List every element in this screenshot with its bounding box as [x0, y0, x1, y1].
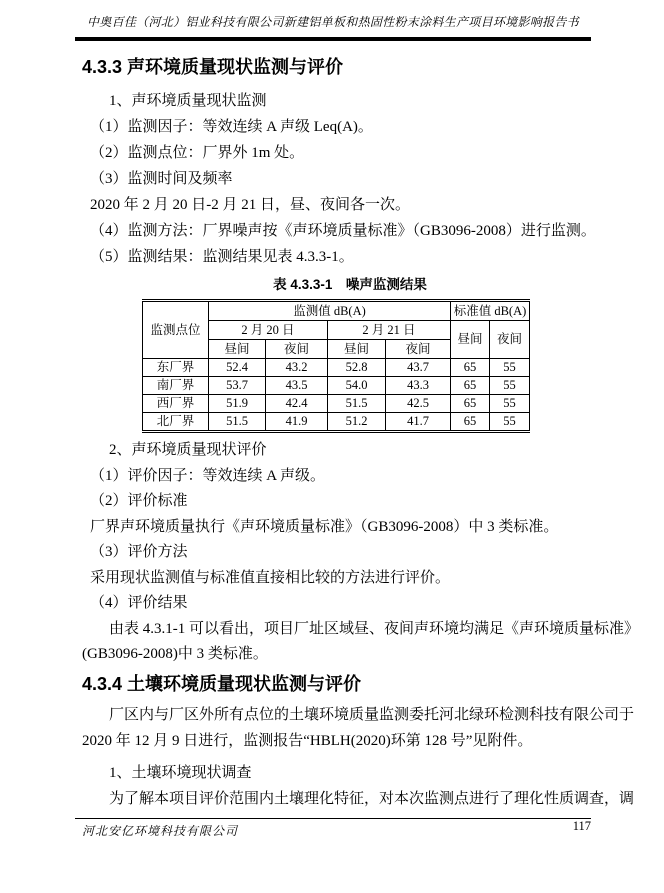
- paragraph-line: （3）评价方法: [90, 544, 188, 560]
- table-cell: 53.7: [209, 377, 266, 395]
- col-header-day: 昼间: [209, 340, 266, 359]
- paragraph-line: 厂区内与厂区外所有点位的土壤环境质量监测委托河北绿环检测科技有限公司于: [109, 706, 635, 723]
- section-heading-soil: 4.3.4 土壤环境质量现状监测与评价: [82, 673, 362, 694]
- section-heading-noise: 4.3.3 声环境质量现状监测与评价: [82, 57, 344, 77]
- paragraph-line: （1）监测因子：等效连续 A 声级 Leq(A)。: [90, 119, 373, 135]
- paragraph-line: 1、声环境质量现状监测: [109, 93, 267, 109]
- paragraph-line: 2、声环境质量现状评价: [109, 442, 267, 458]
- page-content: [82, 57, 639, 812]
- table-cell: 43.2: [266, 359, 328, 377]
- paragraph-line: 采用现状监测值与标准值直接相比较的方法进行评价。: [90, 569, 451, 586]
- paragraph-line: （2）评价标准: [90, 493, 188, 509]
- table-cell: 51.9: [209, 395, 266, 413]
- table-cell: 65: [451, 359, 490, 377]
- col-header-measured-group: 监测值 dB(A): [209, 301, 451, 321]
- paragraph-line: （4）评价结果: [90, 595, 188, 611]
- table-cell: 42.5: [386, 395, 451, 413]
- paragraph-line: （3）监测时间及频率: [90, 171, 233, 187]
- table-cell: 55: [490, 395, 530, 413]
- table-cell: 西厂界: [143, 395, 209, 413]
- noise-paragraphs-after-table: [82, 438, 639, 668]
- table-row: [143, 377, 530, 395]
- col-header-date-feb20: 2 月 20 日: [209, 321, 328, 340]
- col-header-standard-group: 标准值 dB(A): [451, 301, 530, 321]
- table-header-row: [143, 301, 530, 321]
- col-header-night: 夜间: [386, 340, 451, 359]
- table-cell: 51.2: [328, 413, 386, 432]
- table-cell: 51.5: [328, 395, 386, 413]
- table-cell: 65: [451, 395, 490, 413]
- table-cell: 东厂界: [143, 359, 209, 377]
- table-cell: 北厂界: [143, 413, 209, 432]
- col-header-night: 夜间: [266, 340, 328, 359]
- page-header-title: 中奥百佳（河北）铝业科技有限公司新建铝单板和热固性粉末涂料生产项目环境影响报告书: [86, 15, 579, 29]
- col-header-date-feb21: 2 月 21 日: [328, 321, 451, 340]
- table-cell: 54.0: [328, 377, 386, 395]
- paragraph-line: 1、土壤环境现状调查: [109, 764, 252, 781]
- col-header-monitoring-point: 监测点位: [143, 301, 209, 359]
- paragraph-line: （4）监测方法：厂界噪声按《声环境质量标准》（GB3096-2008）进行监测。: [90, 223, 596, 239]
- col-header-day: 昼间: [328, 340, 386, 359]
- table-cell: 43.5: [266, 377, 328, 395]
- table-cell: 65: [451, 377, 490, 395]
- paragraph-line: （5）监测结果：监测结果见表 4.3.3-1。: [90, 249, 354, 265]
- paragraph-line: (GB3096-2008)中 3 类标准。: [82, 646, 268, 662]
- table-cell: 41.7: [386, 413, 451, 432]
- table-cell: 52.8: [328, 359, 386, 377]
- table-cell: 南厂界: [143, 377, 209, 395]
- table-cell: 55: [490, 377, 530, 395]
- table-title: 表 4.3.3-1 噪声监测结果: [273, 277, 427, 292]
- paragraph-line: 厂界声环境质量执行《声环境质量标准》（GB3096-2008）中 3 类标准。: [90, 518, 559, 535]
- noise-paragraphs-before-table: [82, 88, 618, 270]
- paragraph-line: 2020 年 2 月 20 日-2 月 21 日，昼、夜间各一次。: [90, 197, 410, 213]
- paragraph-line: （2）监测点位：厂界外 1m 处。: [90, 145, 305, 161]
- paragraph-line: 为了解本项目评价范围内土壤理化特征，对本次监测点进行了理化性质调查，调: [109, 790, 635, 807]
- footer-page-number: 117: [572, 819, 591, 833]
- table-cell: 43.3: [386, 377, 451, 395]
- footer-company: 河北安亿环境科技有限公司: [82, 824, 239, 838]
- table-cell: 55: [490, 413, 530, 432]
- table-cell: 42.4: [266, 395, 328, 413]
- table-cell: 41.9: [266, 413, 328, 432]
- table-cell: 65: [451, 413, 490, 432]
- paragraph-line: （1）评价因子：等效连续 A 声级。: [90, 467, 326, 484]
- table-cell: 51.5: [209, 413, 266, 432]
- table-cell: 43.7: [386, 359, 451, 377]
- col-header-standard-night: 夜间: [490, 321, 530, 359]
- paragraph-line: 由表 4.3.1-1 可以看出，项目厂址区域昼、夜间声环境均满足《声环境质量标准》: [109, 620, 639, 637]
- header-rule: [75, 37, 591, 41]
- col-header-standard-day: 昼间: [451, 321, 490, 359]
- table-cell: 55: [490, 359, 530, 377]
- table-row: [143, 359, 530, 377]
- paragraph-line: 2020 年 12 月 9 日进行，监测报告“HBLH(2020)环第 128 号”见附件。: [82, 732, 533, 749]
- soil-paragraphs: [82, 702, 635, 812]
- table-cell: 52.4: [209, 359, 266, 377]
- noise-monitoring-table: [142, 299, 530, 433]
- page-header: [75, 0, 591, 41]
- table-row: [143, 413, 530, 432]
- table-row: [143, 395, 530, 413]
